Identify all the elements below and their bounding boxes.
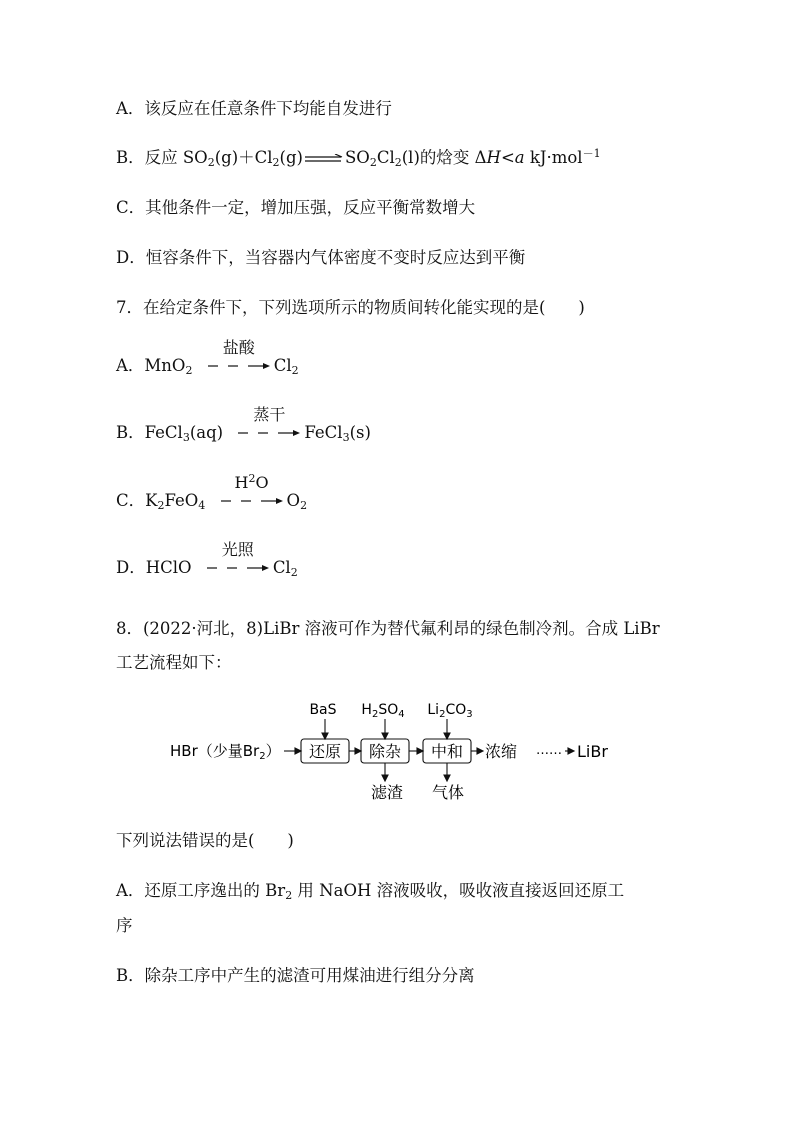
subscript: 3 — [342, 431, 350, 444]
reagent-text: H — [361, 702, 372, 718]
q6-b-text: Cl — [376, 148, 395, 167]
arrow-icon — [238, 428, 300, 438]
input-text: HBr（少量Br — [170, 742, 260, 760]
reagent-text: SO — [378, 702, 399, 718]
less-than: < — [500, 148, 515, 167]
q6-b-text: (g)＋Cl — [214, 148, 273, 167]
condition-label: 蒸干 — [253, 405, 286, 424]
q7-option-d — [116, 540, 298, 579]
subscript: 2 — [291, 364, 299, 377]
reactant: A．MnO — [116, 356, 186, 375]
ellipsis: …… — [536, 743, 562, 758]
subscript: 2 — [272, 156, 280, 169]
output-gas: 气体 — [431, 783, 465, 802]
flow-input — [170, 742, 281, 762]
q8-stem-line1: 8．(2022·河北，8)LiBr 溶液可作为替代氟利昂的绿色制冷剂。合成 LiBr — [116, 619, 660, 638]
q8-option-a-cont: 序 — [116, 916, 133, 935]
conversion-arrow — [207, 540, 269, 579]
reagent-bas: BaS — [309, 702, 337, 718]
reagent-text: CO — [445, 702, 467, 718]
condition-text: H — [234, 473, 249, 492]
step-neutralization: 中和 — [430, 742, 464, 761]
output-residue: 滤渣 — [370, 783, 404, 802]
reagent-h2so4 — [361, 702, 404, 720]
subscript: 3 — [466, 709, 473, 720]
q8-option-a — [116, 880, 624, 902]
reagent-text: Li — [427, 702, 440, 718]
condition-label: 盐酸 — [222, 338, 255, 357]
step-purification: 除杂 — [368, 742, 402, 761]
q7-stem: 7．在给定条件下，下列选项所示的物质间转化能实现的是( ) — [116, 298, 585, 317]
q6-option-a: A．该反应在任意条件下均能自发进行 — [116, 99, 392, 118]
reactant: C．K — [116, 491, 158, 510]
conversion-arrow — [208, 338, 270, 377]
reactant: B．FeCl — [116, 423, 183, 442]
product: O — [286, 491, 301, 510]
reagent-arrows — [322, 719, 450, 739]
step-reduction: 还原 — [308, 742, 342, 761]
variable-a: a — [514, 148, 525, 167]
input-text: ） — [265, 742, 281, 760]
enthalpy-symbol: H — [486, 148, 501, 167]
q6-b-text: (l)的焓变 Δ — [401, 148, 487, 167]
subscript: 4 — [398, 709, 405, 720]
q6-option-d: D．恒容条件下，当容器内气体密度不变时反应达到平衡 — [116, 248, 526, 267]
superscript: 2 — [248, 472, 256, 485]
unit: kJ·mol — [524, 148, 583, 167]
subscript: 2 — [259, 751, 266, 762]
subscript: 2 — [157, 499, 165, 512]
option-text: A．还原工序逸出的 Br — [116, 881, 286, 900]
conversion-arrow — [221, 472, 283, 512]
q8-stem-line2: 工艺流程如下： — [116, 653, 232, 672]
product: Cl — [273, 356, 292, 375]
condition-text: O — [255, 473, 269, 492]
subscript: 2 — [290, 566, 298, 579]
condition-label: 光照 — [221, 540, 254, 559]
subscript: 3 — [182, 431, 190, 444]
subscript: 2 — [285, 889, 293, 902]
step-concentration: 浓缩 — [485, 742, 518, 761]
equals-arrow-icon — [304, 154, 344, 164]
q7-option-c — [116, 472, 308, 512]
reactant: FeO — [164, 491, 199, 510]
flow-svg — [170, 697, 630, 807]
flow-product: LiBr — [577, 742, 608, 761]
q6-option-c: C．其他条件一定，增加压强，反应平衡常数增大 — [116, 198, 476, 217]
q8-ask: 下列说法错误的是( ) — [116, 831, 294, 850]
process-flow-diagram — [170, 697, 630, 811]
option-text: 用 NaOH 溶液吸收，吸收液直接返回还原工 — [292, 881, 625, 900]
q7-option-a — [116, 338, 299, 377]
q6-b-text: B．反应 SO — [116, 148, 208, 167]
conversion-arrow — [238, 405, 300, 444]
arrow-icon — [208, 361, 270, 371]
condition-label — [221, 472, 283, 494]
product: FeCl — [304, 423, 343, 442]
subscript: 4 — [198, 499, 206, 512]
subscript: 2 — [439, 709, 446, 720]
q7-option-b — [116, 405, 371, 444]
subscript: 2 — [369, 156, 377, 169]
subscript: 2 — [207, 156, 215, 169]
q6-option-b — [116, 147, 601, 169]
subscript: 2 — [300, 499, 308, 512]
q8-option-b: B．除杂工序中产生的滤渣可用煤油进行组分分离 — [116, 966, 475, 985]
product: Cl — [272, 558, 291, 577]
reagent-li2co3 — [427, 702, 472, 720]
subscript: 2 — [394, 156, 402, 169]
subscript: 2 — [371, 709, 379, 720]
state: (aq) — [189, 423, 224, 442]
reactant: D．HClO — [116, 558, 192, 577]
arrow-icon — [221, 496, 283, 506]
subscript: 2 — [185, 364, 193, 377]
state: (s) — [349, 423, 371, 442]
q6-b-text: SO — [344, 148, 370, 167]
superscript: －1 — [582, 147, 601, 160]
arrow-icon — [207, 563, 269, 573]
q6-b-text: (g) — [279, 148, 303, 167]
output-arrows — [382, 763, 450, 781]
